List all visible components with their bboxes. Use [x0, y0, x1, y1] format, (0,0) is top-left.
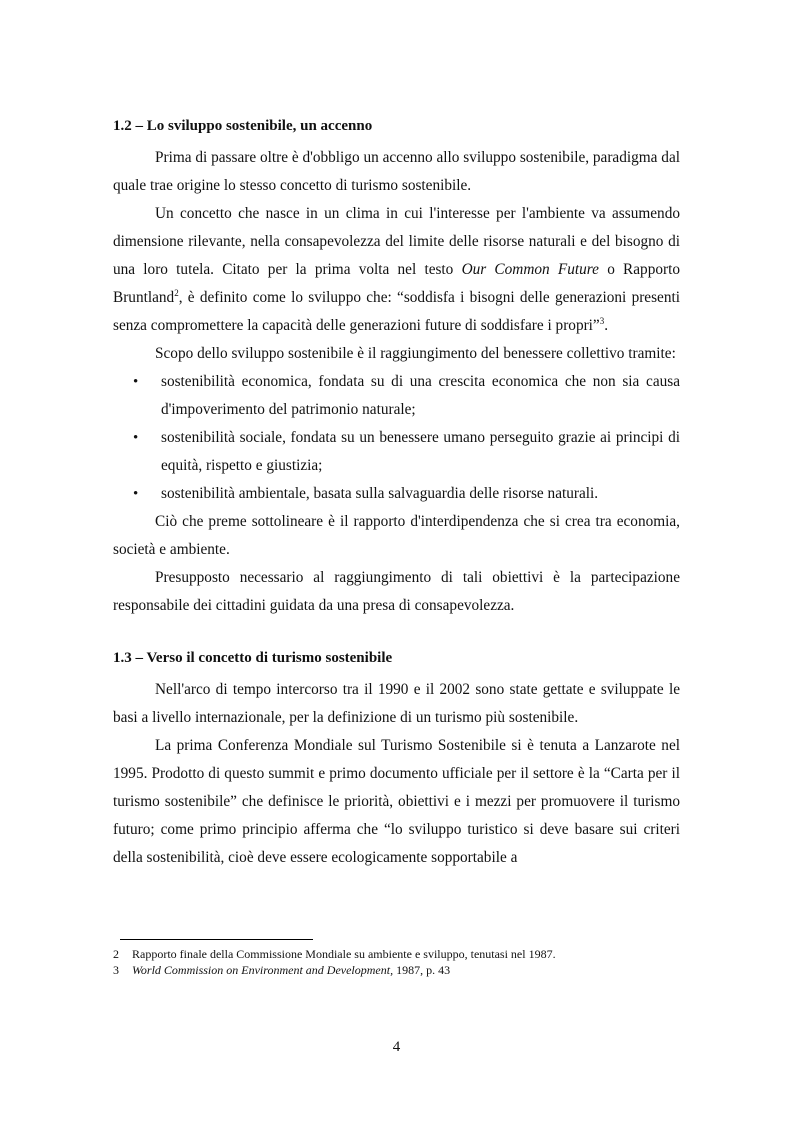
footnotes	[113, 946, 680, 978]
document-body	[113, 116, 680, 872]
footnote-2	[113, 946, 680, 962]
paragraph: Presupposto necessario al raggiungimento di tali obiettivi è la partecipazione responsabile dei cittadini guidata da una presa di consapevolezza.	[113, 569, 680, 614]
paragraph: Prima di passare oltre è d'obbligo un accenno allo sviluppo sostenibile, paradigma dal quale trae origine lo stesso concetto di turismo sostenibile.	[113, 149, 680, 194]
footnote-text: Rapporto finale della Commissione Mondiale su ambiente e sviluppo, tenutasi nel 1987.	[132, 947, 556, 961]
paragraph: Ciò che preme sottolineare è il rapporto d'interdipendenza che si crea tra economia, società e ambiente.	[113, 513, 680, 558]
list-item	[113, 480, 680, 508]
footnote-rest: 1987, p. 43	[393, 963, 451, 977]
section-spacer	[113, 620, 680, 648]
section-heading-1-3: 1.3 – Verso il concetto di turismo sostenibile	[113, 650, 393, 666]
paragraph-bruntland	[113, 200, 680, 340]
footnote-separator	[120, 939, 313, 940]
bullet-icon: •	[133, 374, 139, 390]
footnote-ref-3: 3	[599, 316, 605, 326]
list-item-text: sostenibilità ambientale, basata sulla salvaguardia delle risorse naturali.	[161, 485, 599, 502]
list-item	[113, 368, 680, 424]
bullet-list	[113, 368, 680, 508]
paragraph: Scopo dello sviluppo sostenibile è il raggiungimento del benessere collettivo tramite:	[155, 345, 676, 362]
bullet-icon: •	[133, 430, 139, 446]
list-item-text: sostenibilità economica, fondata su di una crescita economica che non sia causa d'impoverimento del patrimonio naturale;	[161, 373, 680, 418]
text-span: Un concetto che nasce in un clima in cui l'interesse per l'ambiente va assumendo dimensione rilevante, nella consapevolezza del limite delle risorse naturali e del bisogno di una loro tutela. Citato per la prima volta nel testo	[113, 205, 680, 278]
book-title: Our Common Future	[461, 261, 599, 278]
footnote-number: 3	[113, 963, 119, 977]
paragraph: La prima Conferenza Mondiale sul Turismo Sostenibile si è tenuta a Lanzarote nel 1995. Prodotto di questo summit e primo documento ufficiale per il settore è la “Carta per il turismo sostenibile” che definisce le priorità, obiettivi e i mezzi per promuovere il turismo futuro; come primo principio afferma che “lo sviluppo turistico si deve basare sui criteri della sostenibilità, cioè deve essere ecologicamente sopportabile a	[113, 737, 680, 866]
footnote-italic: World Commission on Environment and Development,	[132, 963, 394, 977]
bullet-icon: •	[133, 486, 139, 502]
paragraph: Nell'arco di tempo intercorso tra il 1990 e il 2002 sono state gettate e sviluppate le basi a livello internazionale, per la definizione di un turismo più sostenibile.	[113, 681, 680, 726]
list-item	[113, 424, 680, 480]
footnote-ref-2: 2	[174, 288, 179, 298]
text-span: .	[604, 317, 609, 334]
footnote-text	[132, 962, 450, 978]
text-span: , è definito come lo sviluppo che: “soddisfa i bisogni delle generazioni presenti senza compromettere la capacità delle generazioni future di soddisfare i propri”	[113, 289, 680, 334]
footnote-number: 2	[113, 947, 119, 961]
page-number: 4	[392, 1039, 401, 1055]
footnote-3	[113, 962, 680, 978]
list-item-text: sostenibilità sociale, fondata su un benessere umano perseguito grazie ai principi di equità, rispetto e giustizia;	[161, 429, 680, 474]
text-span: o Rapporto Bruntland	[113, 261, 680, 306]
section-heading-1-2: 1.2 – Lo sviluppo sostenibile, un accenno	[113, 118, 373, 134]
